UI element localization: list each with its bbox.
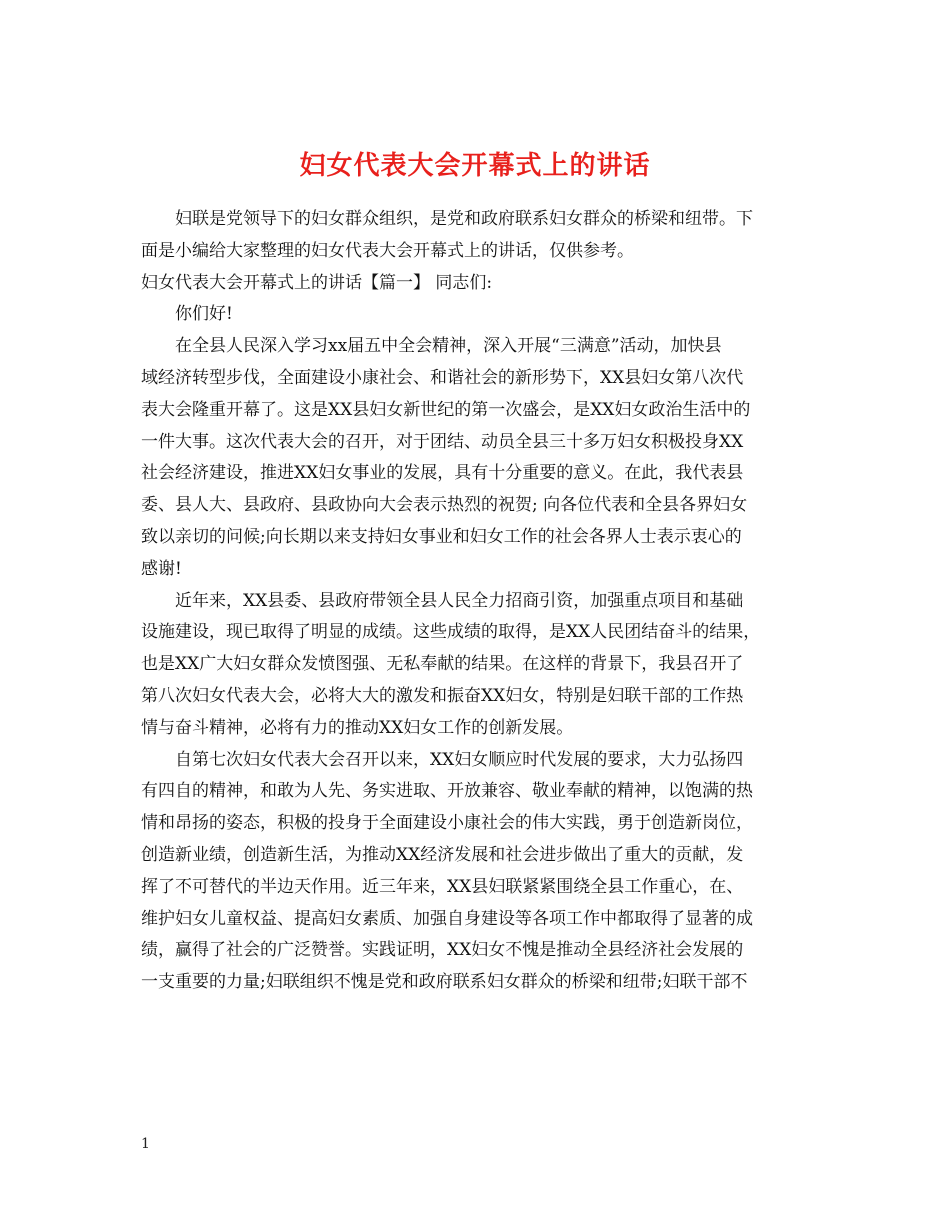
- body-line: 第八次妇女代表大会，必将大大的激发和振奋XX妇女，特别是妇联干部的工作热: [141, 685, 744, 706]
- body-line: 一件大事。这次代表大会的召开，对于团结、动员全县三十多万妇女积极投身XX: [141, 431, 744, 452]
- document-title: 妇女代表大会开幕式上的讲话: [299, 151, 651, 182]
- body-line: 感谢!: [141, 558, 182, 579]
- body-line: 绩，赢得了社会的广泛赞誉。实践证明，XX妇女不愧是推动全县经济社会发展的: [141, 940, 744, 961]
- body-line: 妇女代表大会开幕式上的讲话【篇一】 同志们:: [141, 272, 493, 293]
- body-line: 妇联是党领导下的妇女群众组织，是党和政府联系妇女群众的桥梁和纽带。下: [175, 209, 753, 229]
- document-body: [141, 204, 821, 999]
- page-number: 1: [141, 1136, 150, 1152]
- body-line: 面是小编给大家整理的妇女代表大会开幕式上的讲话，仅供参考。: [141, 240, 634, 261]
- body-line: 致以亲切的问候;向长期以来支持妇女事业和妇女工作的社会各界人士表示衷心的: [141, 526, 742, 547]
- body-line: 你们好!: [175, 304, 233, 325]
- body-line: 一支重要的力量;妇联组织不愧是党和政府联系妇女群众的桥梁和纽带;妇联干部不: [141, 972, 748, 993]
- body-line: 自第七次妇女代表大会召开以来，XX妇女顺应时代发展的要求，大力弘扬四: [175, 749, 744, 770]
- body-line: 设施建设，现已取得了明显的成绩。这些成绩的取得，是XX人民团结奋斗的结果，: [141, 622, 761, 643]
- body-line: 域经济转型步伐，全面建设小康社会、和谐社会的新形势下，XX县妇女第八次代: [141, 367, 744, 388]
- body-line: 委、县人大、县政府、县政协向大会表示热烈的祝贺; 向各位代表和全县各界妇女: [141, 495, 748, 516]
- body-line: 也是XX广大妇女群众发愤图强、无私奉献的结果。在这样的背景下，我县召开了: [141, 654, 744, 675]
- body-line: 表大会隆重开幕了。这是XX县妇女新世纪的第一次盛会，是XX妇女政治生活中的: [141, 399, 751, 420]
- body-line: 创造新业绩，创造新生活，为推动XX经济发展和社会进步做出了重大的贡献，发: [141, 844, 744, 865]
- body-line: 情与奋斗精神，必将有力的推动XX妇女工作的创新发展。: [141, 717, 574, 738]
- body-line: 在全县人民深入学习xx届五中全会精神，深入开展“三满意”活动，加快县: [175, 336, 722, 357]
- body-line: 有四自的精神，和敢为人先、务实进取、开放兼容、敬业奉献的精神，以饱满的热: [141, 781, 753, 802]
- body-line: 挥了不可替代的半边天作用。近三年来，XX县妇联紧紧围绕全县工作重心，在、: [141, 876, 744, 897]
- body-line: 社会经济建设，推进XX妇女事业的发展，具有十分重要的意义。在此，我代表县: [141, 463, 744, 484]
- body-line: 近年来，XX县委、县政府带领全县人民全力招商引资，加强重点项目和基础: [175, 590, 744, 611]
- body-line: 情和昂扬的姿态，积极的投身于全面建设小康社会的伟大实践，勇于创造新岗位，: [141, 813, 753, 834]
- body-line: 维护妇女儿童权益、提高妇女素质、加强自身建设等各项工作中都取得了显著的成: [141, 908, 753, 929]
